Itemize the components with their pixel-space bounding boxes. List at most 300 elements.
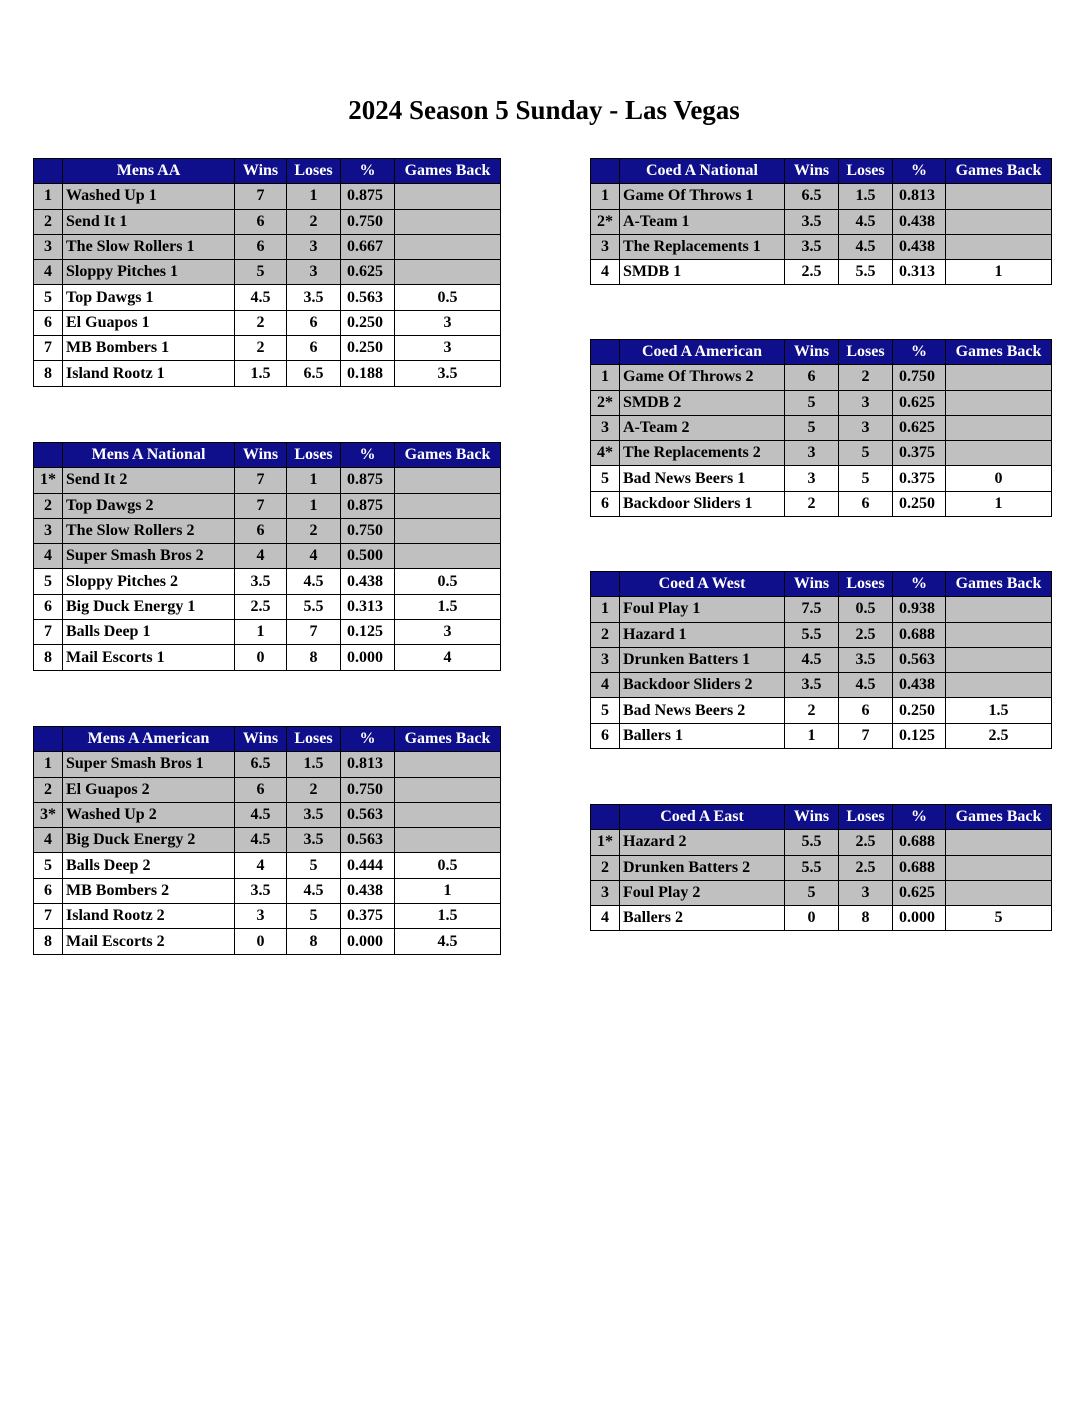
rank-cell: 1 bbox=[591, 184, 620, 209]
loses-cell: 3 bbox=[287, 260, 341, 285]
rank-cell: 2* bbox=[591, 209, 620, 234]
pct-cell: 0.750 bbox=[341, 209, 395, 234]
wins-cell: 6 bbox=[235, 777, 287, 802]
pct-header: % bbox=[893, 805, 946, 830]
rank-cell: 5 bbox=[591, 466, 620, 491]
table-row bbox=[591, 209, 1052, 234]
loses-header: Loses bbox=[839, 572, 893, 597]
rank-cell: 7 bbox=[34, 904, 63, 929]
rank-cell: 3 bbox=[34, 234, 63, 259]
header-row bbox=[591, 805, 1052, 830]
games-back-cell: 1.5 bbox=[395, 904, 501, 929]
rank-cell: 4 bbox=[34, 828, 63, 853]
rank-cell: 7 bbox=[34, 620, 63, 645]
pct-cell: 0.875 bbox=[341, 493, 395, 518]
pct-cell: 0.688 bbox=[893, 830, 946, 855]
games-back-cell bbox=[946, 647, 1052, 672]
wins-cell: 7 bbox=[235, 468, 287, 493]
games-back-cell bbox=[946, 880, 1052, 905]
loses-cell: 2.5 bbox=[839, 855, 893, 880]
games-back-header: Games Back bbox=[946, 159, 1052, 184]
team-name-cell: Ballers 1 bbox=[620, 723, 785, 748]
team-name-cell: Mail Escorts 2 bbox=[63, 929, 235, 954]
loses-cell: 4.5 bbox=[287, 569, 341, 594]
wins-cell: 3 bbox=[785, 466, 839, 491]
loses-cell: 2.5 bbox=[839, 830, 893, 855]
games-back-cell: 3 bbox=[395, 620, 501, 645]
wins-header: Wins bbox=[785, 340, 839, 365]
pct-cell: 0.125 bbox=[893, 723, 946, 748]
pct-header: % bbox=[893, 572, 946, 597]
team-name-cell: SMDB 1 bbox=[620, 260, 785, 285]
rank-header bbox=[34, 159, 63, 184]
games-back-cell: 4.5 bbox=[395, 929, 501, 954]
table-row bbox=[34, 569, 501, 594]
table-row bbox=[34, 493, 501, 518]
table-row bbox=[591, 723, 1052, 748]
pct-cell: 0.188 bbox=[341, 361, 395, 386]
team-name-cell: MB Bombers 1 bbox=[63, 336, 235, 361]
wins-header: Wins bbox=[785, 805, 839, 830]
pct-header: % bbox=[893, 340, 946, 365]
division-name: Coed A East bbox=[620, 805, 785, 830]
pct-cell: 0.375 bbox=[893, 441, 946, 466]
table-row bbox=[591, 698, 1052, 723]
pct-cell: 0.563 bbox=[341, 828, 395, 853]
team-name-cell: Balls Deep 2 bbox=[63, 853, 235, 878]
rank-cell: 6 bbox=[591, 491, 620, 516]
pct-header: % bbox=[341, 443, 395, 468]
team-name-cell: Washed Up 2 bbox=[63, 802, 235, 827]
loses-cell: 5.5 bbox=[287, 594, 341, 619]
wins-header: Wins bbox=[785, 159, 839, 184]
wins-cell: 5 bbox=[785, 390, 839, 415]
pct-cell: 0.438 bbox=[893, 673, 946, 698]
pct-cell: 0.438 bbox=[341, 569, 395, 594]
table-row bbox=[34, 310, 501, 335]
table-row bbox=[34, 802, 501, 827]
games-back-cell: 3 bbox=[395, 310, 501, 335]
rank-cell: 2 bbox=[34, 209, 63, 234]
rank-cell: 4* bbox=[591, 441, 620, 466]
team-name-cell: A-Team 1 bbox=[620, 209, 785, 234]
loses-cell: 3.5 bbox=[287, 828, 341, 853]
team-name-cell: Backdoor Sliders 2 bbox=[620, 673, 785, 698]
loses-cell: 4.5 bbox=[287, 878, 341, 903]
table-row bbox=[591, 365, 1052, 390]
wins-cell: 5 bbox=[785, 415, 839, 440]
team-name-cell: Big Duck Energy 1 bbox=[63, 594, 235, 619]
table-row bbox=[34, 468, 501, 493]
standings-table-mens-aa bbox=[33, 158, 501, 387]
wins-cell: 3.5 bbox=[785, 209, 839, 234]
rank-header bbox=[591, 159, 620, 184]
table-row bbox=[591, 622, 1052, 647]
loses-cell: 3.5 bbox=[839, 647, 893, 672]
games-back-cell bbox=[946, 365, 1052, 390]
team-name-cell: Ballers 2 bbox=[620, 906, 785, 931]
loses-header: Loses bbox=[287, 443, 341, 468]
table-row bbox=[34, 260, 501, 285]
team-name-cell: The Replacements 2 bbox=[620, 441, 785, 466]
games-back-cell bbox=[946, 830, 1052, 855]
pct-cell: 0.625 bbox=[893, 390, 946, 415]
team-name-cell: Foul Play 2 bbox=[620, 880, 785, 905]
pct-cell: 0.667 bbox=[341, 234, 395, 259]
pct-cell: 0.250 bbox=[893, 491, 946, 516]
team-name-cell: Bad News Beers 1 bbox=[620, 466, 785, 491]
games-back-cell bbox=[395, 260, 501, 285]
table-row bbox=[34, 184, 501, 209]
wins-cell: 6 bbox=[785, 365, 839, 390]
wins-cell: 6 bbox=[235, 234, 287, 259]
wins-cell: 3 bbox=[785, 441, 839, 466]
pct-cell: 0.563 bbox=[893, 647, 946, 672]
team-name-cell: Balls Deep 1 bbox=[63, 620, 235, 645]
loses-cell: 7 bbox=[287, 620, 341, 645]
header-row bbox=[591, 572, 1052, 597]
rank-header bbox=[34, 443, 63, 468]
games-back-cell: 0.5 bbox=[395, 853, 501, 878]
games-back-cell bbox=[395, 184, 501, 209]
pct-cell: 0.938 bbox=[893, 597, 946, 622]
wins-cell: 1 bbox=[785, 723, 839, 748]
pct-cell: 0.375 bbox=[893, 466, 946, 491]
games-back-cell: 5 bbox=[946, 906, 1052, 931]
rank-cell: 8 bbox=[34, 929, 63, 954]
pct-header: % bbox=[341, 727, 395, 752]
division-name: Coed A West bbox=[620, 572, 785, 597]
table-row bbox=[591, 880, 1052, 905]
rank-cell: 6 bbox=[591, 723, 620, 748]
team-name-cell: Top Dawgs 2 bbox=[63, 493, 235, 518]
table-row bbox=[591, 441, 1052, 466]
loses-header: Loses bbox=[839, 340, 893, 365]
pct-cell: 0.813 bbox=[893, 184, 946, 209]
pct-cell: 0.000 bbox=[341, 645, 395, 670]
table-row bbox=[34, 904, 501, 929]
games-back-cell bbox=[395, 828, 501, 853]
loses-cell: 2.5 bbox=[839, 622, 893, 647]
wins-cell: 6 bbox=[235, 518, 287, 543]
rank-cell: 3 bbox=[591, 234, 620, 259]
table-row bbox=[591, 184, 1052, 209]
standings-table-coed-a-east bbox=[590, 804, 1052, 931]
games-back-cell bbox=[395, 493, 501, 518]
rank-cell: 7 bbox=[34, 336, 63, 361]
wins-cell: 5 bbox=[785, 880, 839, 905]
rank-cell: 1 bbox=[591, 365, 620, 390]
header-row bbox=[591, 340, 1052, 365]
pct-header: % bbox=[341, 159, 395, 184]
games-back-cell bbox=[395, 802, 501, 827]
pct-cell: 0.750 bbox=[341, 777, 395, 802]
standings-table-coed-a-american bbox=[590, 339, 1052, 517]
team-name-cell: Foul Play 1 bbox=[620, 597, 785, 622]
games-back-cell: 1 bbox=[946, 260, 1052, 285]
games-back-cell bbox=[395, 777, 501, 802]
wins-header: Wins bbox=[235, 727, 287, 752]
table-row bbox=[34, 878, 501, 903]
rank-cell: 2 bbox=[34, 777, 63, 802]
rank-cell: 3 bbox=[591, 647, 620, 672]
loses-cell: 4 bbox=[287, 544, 341, 569]
team-name-cell: Hazard 2 bbox=[620, 830, 785, 855]
team-name-cell: Big Duck Energy 2 bbox=[63, 828, 235, 853]
loses-cell: 3 bbox=[839, 415, 893, 440]
pct-cell: 0.250 bbox=[341, 310, 395, 335]
table-row bbox=[591, 260, 1052, 285]
pct-cell: 0.813 bbox=[341, 752, 395, 777]
table-row bbox=[34, 361, 501, 386]
rank-header bbox=[591, 805, 620, 830]
loses-cell: 6 bbox=[839, 698, 893, 723]
loses-header: Loses bbox=[287, 727, 341, 752]
table-row bbox=[591, 647, 1052, 672]
games-back-cell bbox=[395, 518, 501, 543]
wins-cell: 4.5 bbox=[235, 802, 287, 827]
division-name: Coed A American bbox=[620, 340, 785, 365]
team-name-cell: Hazard 1 bbox=[620, 622, 785, 647]
pct-cell: 0.563 bbox=[341, 285, 395, 310]
loses-cell: 0.5 bbox=[839, 597, 893, 622]
table-row bbox=[591, 597, 1052, 622]
games-back-cell bbox=[946, 622, 1052, 647]
rank-header bbox=[591, 340, 620, 365]
games-back-cell: 1 bbox=[946, 491, 1052, 516]
division-name: Coed A National bbox=[620, 159, 785, 184]
wins-cell: 3 bbox=[235, 904, 287, 929]
loses-header: Loses bbox=[839, 159, 893, 184]
team-name-cell: A-Team 2 bbox=[620, 415, 785, 440]
table-row bbox=[34, 544, 501, 569]
team-name-cell: Top Dawgs 1 bbox=[63, 285, 235, 310]
loses-header: Loses bbox=[839, 805, 893, 830]
loses-cell: 1 bbox=[287, 184, 341, 209]
loses-cell: 8 bbox=[287, 929, 341, 954]
pct-cell: 0.375 bbox=[341, 904, 395, 929]
table-row bbox=[34, 518, 501, 543]
team-name-cell: The Slow Rollers 2 bbox=[63, 518, 235, 543]
standings-table-coed-a-national bbox=[590, 158, 1052, 285]
wins-cell: 6.5 bbox=[785, 184, 839, 209]
loses-cell: 6 bbox=[287, 336, 341, 361]
table-row bbox=[34, 777, 501, 802]
pct-header: % bbox=[893, 159, 946, 184]
games-back-cell bbox=[946, 390, 1052, 415]
games-back-cell: 2.5 bbox=[946, 723, 1052, 748]
loses-cell: 4.5 bbox=[839, 234, 893, 259]
standings-table-mens-a-american bbox=[33, 726, 501, 955]
table-row bbox=[591, 830, 1052, 855]
rank-cell: 4 bbox=[591, 906, 620, 931]
rank-cell: 4 bbox=[34, 544, 63, 569]
wins-cell: 3.5 bbox=[785, 673, 839, 698]
loses-cell: 2 bbox=[839, 365, 893, 390]
games-back-cell bbox=[395, 209, 501, 234]
table-row bbox=[34, 752, 501, 777]
rank-cell: 3 bbox=[591, 880, 620, 905]
page-title: 2024 Season 5 Sunday - Las Vegas bbox=[348, 95, 740, 125]
table-row bbox=[34, 929, 501, 954]
games-back-cell bbox=[946, 415, 1052, 440]
standings-table-coed-a-west bbox=[590, 571, 1052, 749]
games-back-header: Games Back bbox=[395, 443, 501, 468]
table-row bbox=[34, 336, 501, 361]
wins-cell: 1 bbox=[235, 620, 287, 645]
games-back-cell bbox=[946, 597, 1052, 622]
loses-cell: 4.5 bbox=[839, 209, 893, 234]
loses-cell: 1.5 bbox=[839, 184, 893, 209]
loses-cell: 2 bbox=[287, 777, 341, 802]
loses-cell: 6.5 bbox=[287, 361, 341, 386]
team-name-cell: Game Of Throws 1 bbox=[620, 184, 785, 209]
table-row bbox=[34, 645, 501, 670]
rank-cell: 5 bbox=[34, 853, 63, 878]
header-row bbox=[34, 443, 501, 468]
games-back-header: Games Back bbox=[395, 727, 501, 752]
loses-cell: 4.5 bbox=[839, 673, 893, 698]
loses-cell: 8 bbox=[839, 906, 893, 931]
games-back-header: Games Back bbox=[946, 340, 1052, 365]
table-row bbox=[591, 906, 1052, 931]
rank-cell: 2 bbox=[591, 622, 620, 647]
pct-cell: 0.625 bbox=[893, 880, 946, 905]
table-row bbox=[591, 390, 1052, 415]
loses-cell: 6 bbox=[839, 491, 893, 516]
team-name-cell: Drunken Batters 2 bbox=[620, 855, 785, 880]
rank-cell: 2 bbox=[591, 855, 620, 880]
wins-cell: 3.5 bbox=[235, 878, 287, 903]
table-row bbox=[591, 855, 1052, 880]
team-name-cell: Sloppy Pitches 1 bbox=[63, 260, 235, 285]
team-name-cell: Backdoor Sliders 1 bbox=[620, 491, 785, 516]
rank-cell: 5 bbox=[34, 285, 63, 310]
pct-cell: 0.688 bbox=[893, 855, 946, 880]
rank-header bbox=[34, 727, 63, 752]
table-row bbox=[34, 828, 501, 853]
pct-cell: 0.000 bbox=[341, 929, 395, 954]
team-name-cell: Bad News Beers 2 bbox=[620, 698, 785, 723]
pct-cell: 0.444 bbox=[341, 853, 395, 878]
rank-cell: 4 bbox=[591, 260, 620, 285]
wins-cell: 2 bbox=[785, 491, 839, 516]
pct-cell: 0.313 bbox=[341, 594, 395, 619]
rank-cell: 6 bbox=[34, 878, 63, 903]
header-row bbox=[34, 727, 501, 752]
pct-cell: 0.438 bbox=[341, 878, 395, 903]
games-back-cell bbox=[946, 441, 1052, 466]
games-back-cell: 0.5 bbox=[395, 285, 501, 310]
wins-cell: 4.5 bbox=[235, 285, 287, 310]
wins-cell: 2.5 bbox=[785, 260, 839, 285]
pct-cell: 0.250 bbox=[893, 698, 946, 723]
division-name: Mens AA bbox=[63, 159, 235, 184]
pct-cell: 0.125 bbox=[341, 620, 395, 645]
wins-cell: 3.5 bbox=[235, 569, 287, 594]
team-name-cell: Island Rootz 2 bbox=[63, 904, 235, 929]
wins-cell: 2 bbox=[235, 336, 287, 361]
games-back-header: Games Back bbox=[395, 159, 501, 184]
team-name-cell: Game Of Throws 2 bbox=[620, 365, 785, 390]
rank-cell: 4 bbox=[591, 673, 620, 698]
table-row bbox=[34, 594, 501, 619]
team-name-cell: El Guapos 2 bbox=[63, 777, 235, 802]
rank-cell: 1 bbox=[34, 752, 63, 777]
table-row bbox=[591, 673, 1052, 698]
team-name-cell: The Slow Rollers 1 bbox=[63, 234, 235, 259]
games-back-cell bbox=[946, 673, 1052, 698]
team-name-cell: Super Smash Bros 2 bbox=[63, 544, 235, 569]
rank-cell: 2 bbox=[34, 493, 63, 518]
rank-cell: 5 bbox=[591, 698, 620, 723]
wins-cell: 5.5 bbox=[785, 855, 839, 880]
division-name: Mens A National bbox=[63, 443, 235, 468]
wins-header: Wins bbox=[785, 572, 839, 597]
rank-cell: 5 bbox=[34, 569, 63, 594]
team-name-cell: Island Rootz 1 bbox=[63, 361, 235, 386]
games-back-cell: 3.5 bbox=[395, 361, 501, 386]
standings-table-mens-a-national bbox=[33, 442, 501, 671]
loses-cell: 1.5 bbox=[287, 752, 341, 777]
table-row bbox=[34, 209, 501, 234]
team-name-cell: Super Smash Bros 1 bbox=[63, 752, 235, 777]
games-back-cell: 1 bbox=[395, 878, 501, 903]
pct-cell: 0.313 bbox=[893, 260, 946, 285]
rank-cell: 3* bbox=[34, 802, 63, 827]
rank-cell: 6 bbox=[34, 594, 63, 619]
games-back-cell: 4 bbox=[395, 645, 501, 670]
rank-cell: 1 bbox=[34, 184, 63, 209]
rank-cell: 3 bbox=[591, 415, 620, 440]
table-row bbox=[34, 853, 501, 878]
games-back-cell bbox=[395, 468, 501, 493]
rank-cell: 1* bbox=[591, 830, 620, 855]
loses-cell: 5 bbox=[839, 441, 893, 466]
loses-cell: 3 bbox=[287, 234, 341, 259]
rank-cell: 3 bbox=[34, 518, 63, 543]
rank-cell: 8 bbox=[34, 361, 63, 386]
pct-cell: 0.625 bbox=[341, 260, 395, 285]
team-name-cell: The Replacements 1 bbox=[620, 234, 785, 259]
loses-cell: 7 bbox=[839, 723, 893, 748]
pct-cell: 0.500 bbox=[341, 544, 395, 569]
wins-cell: 3.5 bbox=[785, 234, 839, 259]
table-row bbox=[591, 491, 1052, 516]
wins-cell: 4 bbox=[235, 544, 287, 569]
pct-cell: 0.250 bbox=[341, 336, 395, 361]
header-row bbox=[34, 159, 501, 184]
wins-cell: 6 bbox=[235, 209, 287, 234]
rank-cell: 1* bbox=[34, 468, 63, 493]
loses-cell: 5 bbox=[287, 853, 341, 878]
pct-cell: 0.750 bbox=[893, 365, 946, 390]
team-name-cell: Mail Escorts 1 bbox=[63, 645, 235, 670]
pct-cell: 0.750 bbox=[341, 518, 395, 543]
wins-header: Wins bbox=[235, 443, 287, 468]
games-back-header: Games Back bbox=[946, 805, 1052, 830]
team-name-cell: Washed Up 1 bbox=[63, 184, 235, 209]
rank-cell: 6 bbox=[34, 310, 63, 335]
wins-cell: 4.5 bbox=[235, 828, 287, 853]
rank-cell: 8 bbox=[34, 645, 63, 670]
pct-cell: 0.875 bbox=[341, 468, 395, 493]
loses-cell: 3.5 bbox=[287, 285, 341, 310]
pct-cell: 0.563 bbox=[341, 802, 395, 827]
rank-cell: 1 bbox=[591, 597, 620, 622]
table-row bbox=[591, 466, 1052, 491]
games-back-cell bbox=[395, 544, 501, 569]
